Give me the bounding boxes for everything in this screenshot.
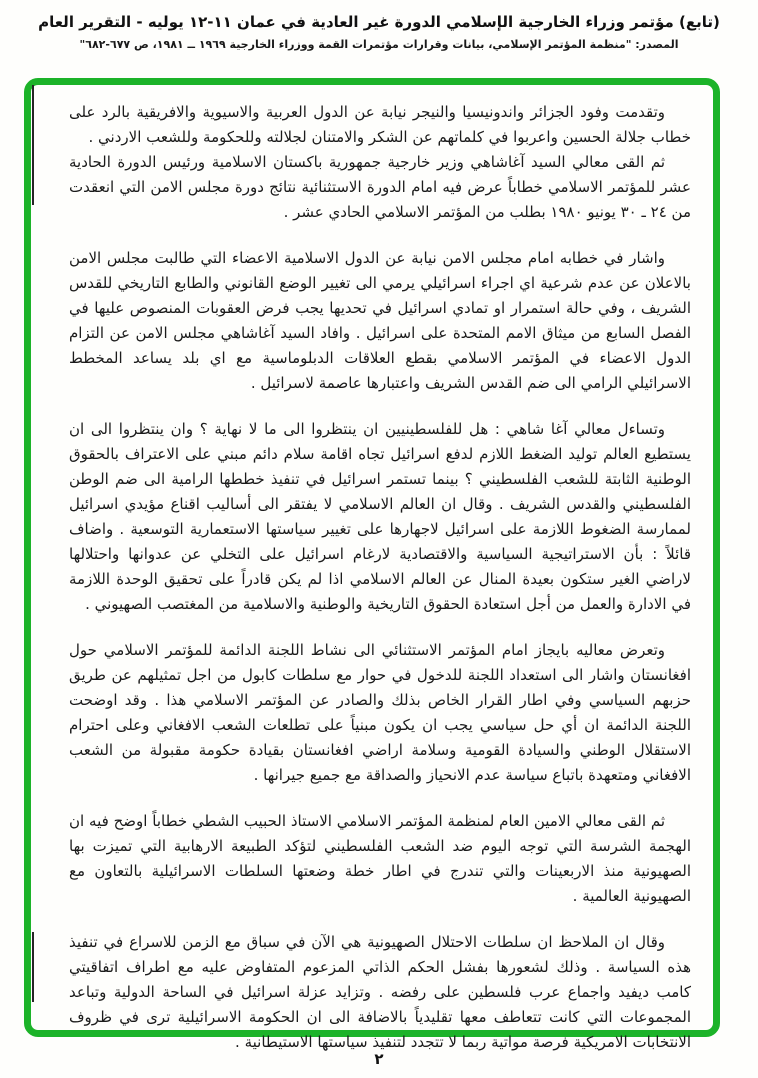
page-number: ٢ <box>374 1050 384 1068</box>
paragraph: وتساءل معالي آغا شاهي : هل للفلسطينيين ان ينتظروا الى ما لا نهاية ؟ وان ينتظروا الى ان يستطيع العالم توليد الضغط اللازم لدفع اسرائيل تجاه اقامة سلام دائم مبني على الاعتراف بالحقوق الوطنية الثابتة للشعب الفلسطيني ؟ بينما تستمر اسرائيل في تنفيذ خططها الرامية الى ضم الوطن الفلسطيني والقدس الشريف . وقال ان العالم الاسلامي لا يفتقر الى أساليب اقناع مؤيدي اسرائيل لممارسة الضغوط اللازمة على اسرائيل لاجهارها على تغيير سياستها الاستعمارية التوسعية . واضاف قائلاً : بأن الاستراتيجية السياسية والاقتصادية لارغام اسرائيل على التخلي عن عدوانها واحتلالها لاراضي الغير ستكون بعيدة المنال عن العالم الاسلامي اذا لم يكن قادراً على تحقيق الوحدة اللازمة في الادارة والعمل من أجل استعادة الحقوق التاريخية والوطنية والاسلامية من المغتصب الصهيوني . <box>69 420 691 613</box>
document-frame <box>24 78 720 1051</box>
scan-artifact-line <box>32 85 34 205</box>
paragraph: واشار في خطابه امام مجلس الامن نيابة عن الدول الاسلامية الاعضاء التي طالبت مجلس الامن بالاعلان عن عدم شرعية اي اجراء اسرائيلي يرمي الى تغيير الوضع القانوني والطابع التاريخي للقدس الشريف ، وفي حالة استمرار او تمادي اسرائيل في تحديها يجب فرض العقوبات المنصوص عليها في الفصل السابع من ميثاق الامم المتحدة على اسرائيل . وافاد السيد آغاشاهي مجلس الامن عن التزام الدول الاعضاء في المؤتمر الاسلامي بقطع العلاقات الدبلوماسية مع اي بلد يساعد المخطط الاسرائيلي الرامي الى ضم القدس الشريف واعتبارها عاصمة لاسرائيل . <box>69 249 691 392</box>
paragraph: وقال ان الملاحظ ان سلطات الاحتلال الصهيونية هي الآن في سباق مع الزمن للاسراع في تنفيذ هذه السياسة . وذلك لشعورها بفشل الحكم الذاتي المزعوم المتفاوض عليه مع اطراف اتفاقيتي كامب ديفيد واجماع عرب فلسطين على رفضه . وتزايد عزلة اسرائيل في الساحة الدولية وتباعد المجموعات التي كانت تتعاطف معها تقليدياً بالاضافة الى ان الحكومة الاسرائيلية ترى في ظروف الانتخابات الامريكية فرصة مواتية ربما لا تتجدد لتنفيذ سياستها الاستيطانية . <box>69 933 691 1051</box>
source-citation: المصدر: "منظمة المؤتمر الإسلامي، بيانات وقرارات مؤتمرات القمة ووزراء الخارجية ١٩٦٩ ــ ١٩٨١، ص ٦٧٧-٦٨٢" <box>79 38 679 51</box>
page-header <box>0 0 758 51</box>
scan-artifact-line <box>32 932 34 1002</box>
document-title: (تابع) مؤتمر وزراء الخارجية الإسلامي الدورة غير العادية في عمان ١١-١٢ يوليه - التقرير العام <box>38 13 720 31</box>
paragraph: وتعرض معاليه بايجاز امام المؤتمر الاستثنائي الى نشاط اللجنة الدائمة للمؤتمر الاسلامي حول افغانستان واشار الى استعداد اللجنة للدخول في حوار مع سلطات كابول من اجل تمثيلهم عن طريق حزبهم السياسي وفي اطار القرار الخاص بذلك والصادر عن المؤتمر الاسلامي هذا . وقد اوضحت اللجنة الدائمة ان أي حل سياسي يجب ان يكون مبنياً على تطلعات الشعب الافغاني وعلى احترام الاستقلال الوطني والسيادة القومية وسلامة اراضي افغانستان بقيادة حكومة مقبولة من الشعب الافغاني ومتعهدة باتباع سياسة عدم الانحياز والصداقة مع جميع جيرانها . <box>69 641 691 784</box>
paragraph: ثم القى معالي الامين العام لمنظمة المؤتمر الاسلامي الاستاذ الحبيب الشطي خطاباً اوضح فيه ان الهجمة الشرسة التي توجه اليوم ضد الشعب الفلسطيني لتؤكد الطبيعة الارهابية التي تميزت بها الصهيونية منذ الاربعينات والتي تندرج في اطار خطة وضعتها السلطات الاسرائيلية بالتعاون مع الصهيونية العالمية . <box>69 812 691 905</box>
paragraph: ثم القى معالي السيد آغاشاهي وزير خارجية جمهورية باكستان الاسلامية ورئيس الدورة الحادية عشر للمؤتمر الاسلامي خطاباً عرض فيه امام الدورة الاستثنائية نتائج دورة مجلس الامن التي انعقدت من ٢٤ ـ ٣٠ يونيو ١٩٨٠ بطلب من المؤتمر الاسلامي الحادي عشر . <box>69 153 691 221</box>
paragraph: وتقدمت وفود الجزائر واندونيسيا والنيجر نيابة عن الدول العربية والاسيوية والافريقية بالرد على خطاب جلالة الحسين واعربوا في كلماتهم عن الشكر والامتنان لجلالته وللحكومة وللشعب الاردني . <box>69 103 691 146</box>
document-body <box>31 85 713 1051</box>
